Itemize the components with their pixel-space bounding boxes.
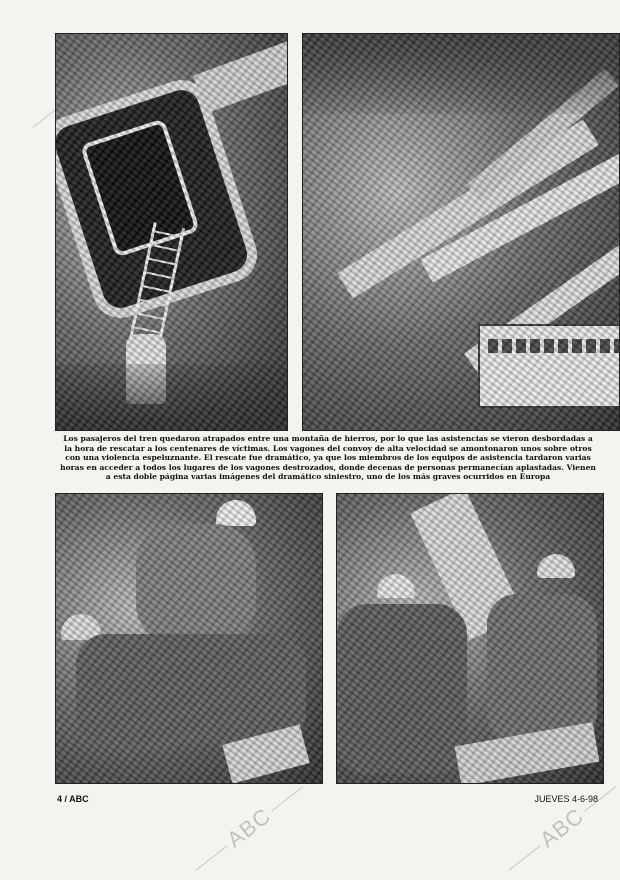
photo-rescue-workers-left <box>55 493 323 784</box>
photo-wreckage-overview <box>302 33 620 431</box>
watermark: ABC <box>535 802 589 853</box>
watermark: ABC <box>222 802 276 853</box>
page-folio: 4 / ABC <box>57 794 89 804</box>
photo-derailed-carriage-ladder <box>55 33 288 431</box>
photo-caption: Los pasajeros del tren quedaron atrapados entre una montaña de hierros, por lo que las asistencias se vieron desbordadas a la hora de rescatar a los centenares de víctimas. Los vagones del convoy de alta velocidad se amontonaron unos sobre otros con una violencia espeluznante. El rescate fue dramático, ya que los miembros de los equipos de asistencia tardaron varias horas en acceder a todos los lugares de los vagones destrozados, donde decenas de personas permanecían aplastadas. Vienen a esta doble página varias imágenes del dramático siniestro, uno de los más graves ocurridos en Europa <box>60 434 596 482</box>
issue-date: JUEVES 4-6-98 <box>534 794 598 804</box>
photo-rescue-workers-right <box>336 493 604 784</box>
